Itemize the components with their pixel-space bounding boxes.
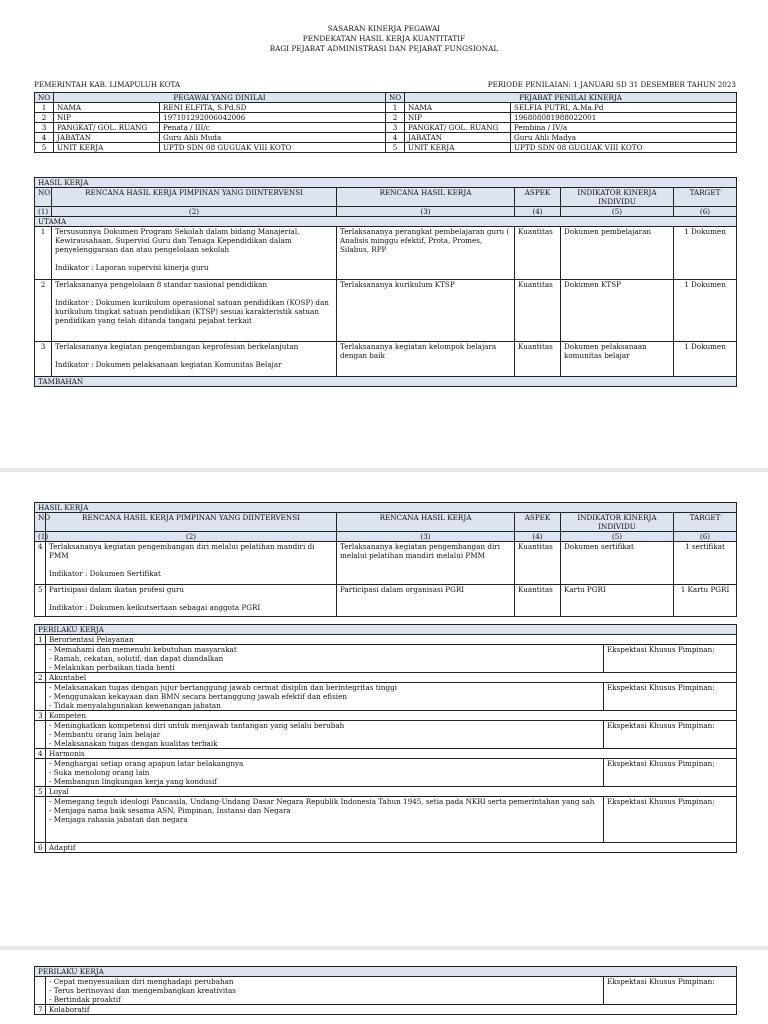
row-pimpinan: Terlaksananya pengelolaan 8 standar nasional pendidikan Indikator : Dokumen kurikulum operasional satuan pendidikan (KOSP) dan kurikulum tingkat satuan pendidikan (KTSP) sesuai karakteristik satuan pendidikan yang telah ditanda tangani pejabat terkait xyxy=(52,280,337,342)
perilaku-kerja-table xyxy=(34,624,737,853)
perilaku-name: Adaptif xyxy=(46,843,737,853)
row-aspek: Kuantitas xyxy=(515,585,561,617)
col-num: (4) xyxy=(515,207,561,217)
no-header: NO xyxy=(35,93,54,103)
row-rencana: Terlaksananya kegiatan pengembangan diri melalui pelatihan mandiri melalui PMM xyxy=(337,542,515,585)
penilai-unit: UPTD SDN 08 GUGUAK VIII KOTO xyxy=(511,143,737,153)
periode-label: PERIODE PENILAIAN: 1 JANUARI SD 31 DESEMBER TAHUN 2023 xyxy=(487,80,736,89)
col-num: (4) xyxy=(515,532,561,542)
perilaku-name: Akuntabel xyxy=(46,673,737,683)
col-num: (6) xyxy=(674,207,737,217)
row-no: 5 xyxy=(35,143,54,153)
row-label: NAMA xyxy=(405,103,511,113)
hasil-kerja-table-2 xyxy=(34,502,737,617)
perilaku-text: - Menghargai setiap orang apapun latar belakangnya - Suka menolong orang lain - Membangun lingkungan kerja yang kondusif xyxy=(46,759,604,787)
row-aspek: Kuantitas xyxy=(515,227,561,280)
page-3 xyxy=(0,950,768,1024)
row-rencana: Terlaksananya perangkat pembelajaran guru ( Analisis minggu efektif, Prota, Promes, Silabus, RPP xyxy=(337,227,515,280)
page-1 xyxy=(0,0,768,468)
row-no: 2 xyxy=(35,280,52,342)
ekspektasi-label: Ekspektasi Khusus Pimpinan: xyxy=(604,721,737,749)
row-label: NAMA xyxy=(54,103,160,113)
col-rencana: RENCANA HASIL KERJA xyxy=(337,188,515,207)
document-title xyxy=(0,24,768,54)
perilaku-kerja-table-2 xyxy=(34,966,737,1015)
col-num: (1) xyxy=(35,532,46,542)
row-aspek: Kuantitas xyxy=(515,342,561,377)
perilaku-no: 3 xyxy=(35,711,46,721)
perilaku-name: Harmonis xyxy=(46,749,737,759)
perilaku-text: - Meningkatkan kompetensi diri untuk menjawab tantangan yang selalu berubah - Membantu orang lain belajar - Melaksanakan tugas dengan kualitas terbaik xyxy=(46,721,604,749)
row-no: 4 xyxy=(35,133,54,143)
pegawai-row xyxy=(35,143,737,153)
col-num: (3) xyxy=(337,207,515,217)
pegawai-unit: UPTD SDN 08 GUGUAK VIII KOTO xyxy=(160,143,386,153)
ekspektasi-label: Ekspektasi Khusus Pimpinan: xyxy=(604,759,737,787)
penilai-jabatan: Guru Ahli Madya xyxy=(511,133,737,143)
perilaku-kerja-section: PERILAKU KERJA xyxy=(35,967,737,977)
row-pimpinan: Terlaksananya kegiatan pengembangan diri melalui pelatihan mandiri di PMM Indikator : Dokumen Sertifikat xyxy=(46,542,337,585)
hasil-row xyxy=(35,585,737,617)
row-no: 1 xyxy=(35,103,54,113)
row-indikator: Dokumen pembelajaran xyxy=(561,227,674,280)
penilai-nip: 196808081988022001 xyxy=(511,113,737,123)
row-aspek: Kuantitas xyxy=(515,542,561,585)
hasil-row xyxy=(35,280,737,342)
pegawai-row xyxy=(35,113,737,123)
row-no: 4 xyxy=(386,133,405,143)
ekspektasi-label: Ekspektasi Khusus Pimpinan: xyxy=(604,977,737,1005)
perilaku-no: 5 xyxy=(35,787,46,797)
pegawai-dinilai-header: PEGAWAI YANG DINILAI xyxy=(54,93,386,103)
penilai-nama: SELFIA PUTRI, A.Ma.Pd xyxy=(511,103,737,113)
row-label: NIP xyxy=(405,113,511,123)
tambahan-section: TAMBAHAN xyxy=(35,377,737,387)
meta-row xyxy=(34,80,736,89)
pegawai-row xyxy=(35,133,737,143)
utama-section: UTAMA xyxy=(35,217,737,227)
col-aspek: ASPEK xyxy=(515,513,561,532)
col-aspek: ASPEK xyxy=(515,188,561,207)
col-indikator: INDIKATOR KINERJA INDIVIDU xyxy=(561,513,674,532)
page-2 xyxy=(0,472,768,946)
row-pimpinan: Partisipasi dalam ikatan profesi guru Indikator : Dokumen keikutsertaan sebagai anggota PGRI xyxy=(46,585,337,617)
row-target: 1 sertifikat xyxy=(674,542,737,585)
perilaku-text: - Melaksanakan tugas dengan jujur bertanggung jawab cermat disiplin dan berintegritas tinggi - Menggunakan kekayaan dan BMN secara bertanggung jawab efektif dan efisien - Tidak menyalahgunakan kewenangan jabatan xyxy=(46,683,604,711)
hasil-kerja-section: HASIL KERJA xyxy=(35,178,737,188)
col-target: TARGET xyxy=(674,513,737,532)
instansi-label: PEMERINTAH KAB. LIMAPULUH KOTA xyxy=(34,80,181,89)
col-num: (6) xyxy=(674,532,737,542)
row-rencana: Terlaksananya kegiatan kelompok belajara dengan baik xyxy=(337,342,515,377)
pegawai-table xyxy=(34,92,737,153)
row-no: 1 xyxy=(35,227,52,280)
hasil-row xyxy=(35,342,737,377)
row-aspek: Kuantitas xyxy=(515,280,561,342)
pegawai-nama: RENI ELFITA, S.Pd.SD xyxy=(160,103,386,113)
col-indikator: INDIKATOR KINERJA INDIVIDU xyxy=(561,188,674,207)
row-label: PANGKAT/ GOL. RUANG xyxy=(54,123,160,133)
row-label: JABATAN xyxy=(405,133,511,143)
col-pimpinan: RENCANA HASIL KERJA PIMPINAN YANG DIINTERVENSI xyxy=(46,513,337,532)
col-num: (2) xyxy=(46,532,337,542)
row-no: 3 xyxy=(35,342,52,377)
perilaku-no: 7 xyxy=(35,1005,46,1015)
perilaku-name: Loyal xyxy=(46,787,737,797)
no-header-2: NO xyxy=(386,93,405,103)
row-target: 1 Dokumen xyxy=(674,342,737,377)
ekspektasi-label: Ekspektasi Khusus Pimpinan: xyxy=(604,797,737,843)
row-no: 2 xyxy=(386,113,405,123)
title-line-1: SASARAN KINERJA PEGAWAI xyxy=(327,24,441,33)
pegawai-row xyxy=(35,123,737,133)
hasil-row xyxy=(35,227,737,280)
col-target: TARGET xyxy=(674,188,737,207)
col-num: (2) xyxy=(52,207,337,217)
perilaku-kerja-section: PERILAKU KERJA xyxy=(35,625,737,635)
perilaku-name: Berorientasi Pelayanan xyxy=(46,635,737,645)
row-no: 4 xyxy=(35,542,46,585)
title-line-3: BAGI PEJABAT ADMINISTRASI DAN PEJABAT FUNGSIONAL xyxy=(269,44,499,53)
col-num: (5) xyxy=(561,532,674,542)
perilaku-text: - Cepat menyesuaikan diri menghadapi perubahan - Terus berinovasi dan mengembangkan kreativitas - Bertindak proaktif xyxy=(46,977,604,1005)
row-rencana: Participasi dalam organisasi PGRI xyxy=(337,585,515,617)
ekspektasi-label: Ekspektasi Khusus Pimpinan: xyxy=(604,645,737,673)
row-label: JABATAN xyxy=(54,133,160,143)
row-no: 3 xyxy=(35,123,54,133)
title-line-2: PENDEKATAN HASIL KERJA KUANTITATIF xyxy=(302,34,466,43)
col-no: NO xyxy=(35,513,46,532)
perilaku-no: 1 xyxy=(35,635,46,645)
hasil-kerja-section: HASIL KERJA xyxy=(35,503,737,513)
perilaku-name: Kompeten xyxy=(46,711,737,721)
ekspektasi-label: Ekspektasi Khusus Pimpinan: xyxy=(604,683,737,711)
col-rencana: RENCANA HASIL KERJA xyxy=(337,513,515,532)
row-no: 1 xyxy=(386,103,405,113)
pegawai-jabatan: Guru Ahli Muda xyxy=(160,133,386,143)
row-label: UNIT KERJA xyxy=(54,143,160,153)
row-indikator: Dokumen pelaksanaan komunitas belajar xyxy=(561,342,674,377)
row-label: PANGKAT/ GOL. RUANG xyxy=(405,123,511,133)
perilaku-no: 4 xyxy=(35,749,46,759)
row-no: 5 xyxy=(386,143,405,153)
col-no: NO xyxy=(35,188,52,207)
row-pimpinan: Terlaksananya kegiatan pengembangan keprofesian berkelanjutan Indikator : Dokumen pelaksanaan kegiatan Komunitas Belajar xyxy=(52,342,337,377)
row-no: 2 xyxy=(35,113,54,123)
row-label: NIP xyxy=(54,113,160,123)
row-label: UNIT KERJA xyxy=(405,143,511,153)
row-target: 1 Dokumen xyxy=(674,280,737,342)
row-pimpinan: Tersusunnya Dokumen Program Sekolah dalam bidang Manajerial, Kewirausahaan, Supervisi Guru dan Tenaga Kependidikan dalam penyelenggaraan dan atau pengelolaan sekolah Indikator : Laporan supervisi kinerja guru xyxy=(52,227,337,280)
perilaku-text: - Memegang teguh ideologi Pancasila, Undang-Undang Dasar Negara Republik Indonesia Tahun 1945, setia pada NKRI serta pemerintahan yang sah - Menjaga nama baik sesama ASN, Pimpinan, Instansi dan Negara - Menjaga rahasia jabatan dan negara xyxy=(46,797,604,843)
hasil-kerja-table xyxy=(34,177,737,387)
hasil-row xyxy=(35,542,737,585)
col-num: (5) xyxy=(561,207,674,217)
pegawai-nip: 197101292006042006 xyxy=(160,113,386,123)
pejabat-penilai-header: PEJABAT PENILAI KINERJA xyxy=(405,93,737,103)
perilaku-text: - Memahami dan memenuhi kebutuhan masyarakat - Ramah, cekatan, solutif, dan dapat diandalkan - Melakukan perbaikan tiada henti xyxy=(46,645,604,673)
row-indikator: Dokumen sertifikat xyxy=(561,542,674,585)
row-target: 1 Dokumen xyxy=(674,227,737,280)
pegawai-pangkat: Penata / III/c xyxy=(160,123,386,133)
row-no: 5 xyxy=(35,585,46,617)
col-pimpinan: RENCANA HASIL KERJA PIMPINAN YANG DIINTERVENSI xyxy=(52,188,337,207)
penilai-pangkat: Pembina / IV/a xyxy=(511,123,737,133)
row-no: 3 xyxy=(386,123,405,133)
pegawai-row xyxy=(35,103,737,113)
perilaku-name: Kolaboratif xyxy=(46,1005,737,1015)
perilaku-no: 6 xyxy=(35,843,46,853)
perilaku-no: 2 xyxy=(35,673,46,683)
row-indikator: Dokumen KTSP xyxy=(561,280,674,342)
row-rencana: Terlaksananya kurikulum KTSP xyxy=(337,280,515,342)
col-num: (3) xyxy=(337,532,515,542)
row-target: 1 Kartu PGRI xyxy=(674,585,737,617)
row-indikator: Kartu PGRI xyxy=(561,585,674,617)
col-num: (1) xyxy=(35,207,52,217)
